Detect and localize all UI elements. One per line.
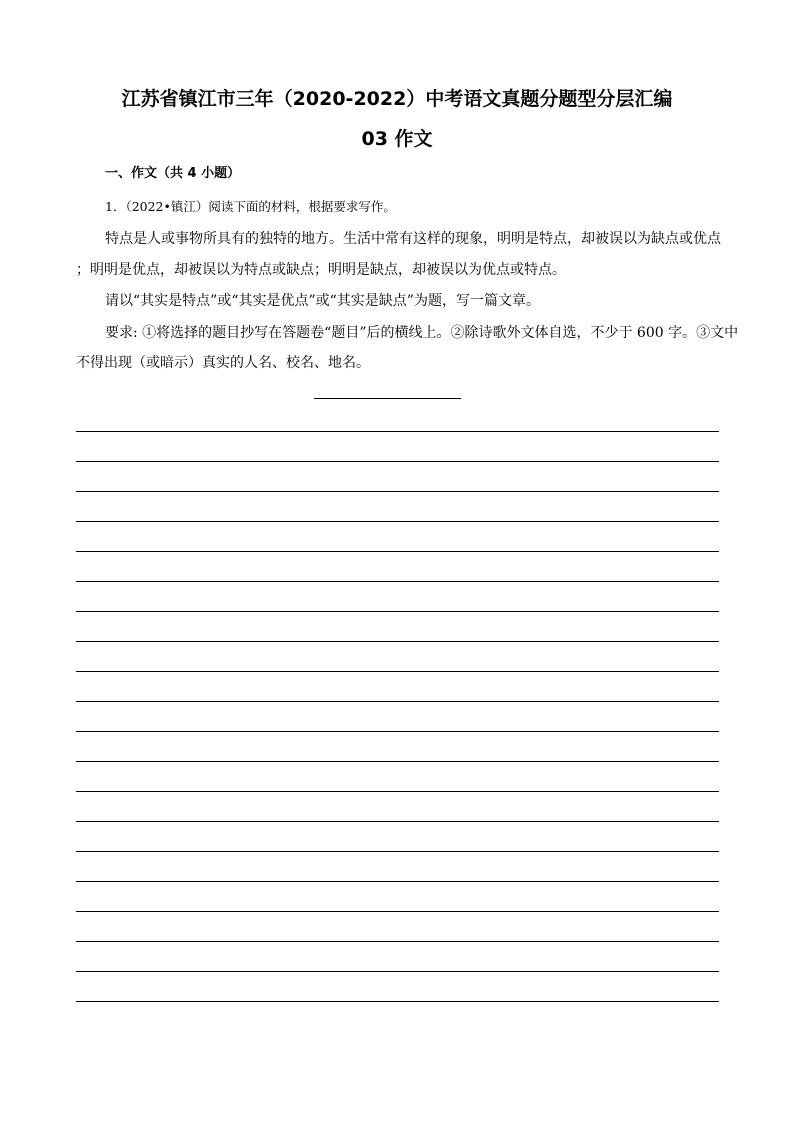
writing-line	[76, 731, 719, 761]
writing-line	[76, 821, 719, 851]
writing-line	[76, 971, 719, 1001]
writing-line	[76, 641, 719, 671]
requirements-line-2: 不得出现（或暗示）真实的人名、校名、地名。	[76, 355, 370, 371]
writing-line	[76, 881, 719, 911]
writing-line	[76, 611, 719, 641]
writing-line	[76, 521, 719, 551]
writing-line	[76, 431, 719, 461]
writing-line	[76, 851, 719, 881]
writing-line	[76, 701, 719, 731]
document-subtitle: 03 作文	[361, 128, 433, 150]
material-line-1: 特点是人或事物所具有的独特的地方。生活中常有这样的现象，明明是特点，却被误以为缺点或优点	[105, 231, 721, 247]
writing-line	[76, 551, 719, 581]
writing-line	[76, 581, 719, 611]
writing-line	[76, 671, 719, 701]
title-blank-line	[314, 398, 461, 399]
writing-area	[76, 431, 719, 1002]
document-title: 江苏省镇江市三年（2020-2022）中考语文真题分题型分层汇编	[121, 88, 673, 110]
question-intro: 1．（2022•镇江）阅读下面的材料，根据要求写作。	[105, 199, 396, 214]
section-heading: 一、作文（共 4 小题）	[105, 166, 241, 181]
writing-line	[76, 761, 719, 791]
material-line-2: ；明明是优点，却被误以为特点或缺点；明明是缺点，却被误以为优点或特点。	[76, 262, 566, 278]
writing-line	[76, 1001, 719, 1002]
writing-line	[76, 911, 719, 941]
writing-line	[76, 461, 719, 491]
requirements-line-1: 要求: ①将选择的题目抄写在答题卷“题目”后的横线上。②除诗歌外文体自选，不少于 600 字。③文中	[105, 325, 739, 341]
writing-line	[76, 491, 719, 521]
writing-line	[76, 791, 719, 821]
writing-prompt: 请以“其实是特点”或“其实是优点”或“其实是缺点”为题，写一篇文章。	[105, 293, 540, 309]
writing-line	[76, 941, 719, 971]
